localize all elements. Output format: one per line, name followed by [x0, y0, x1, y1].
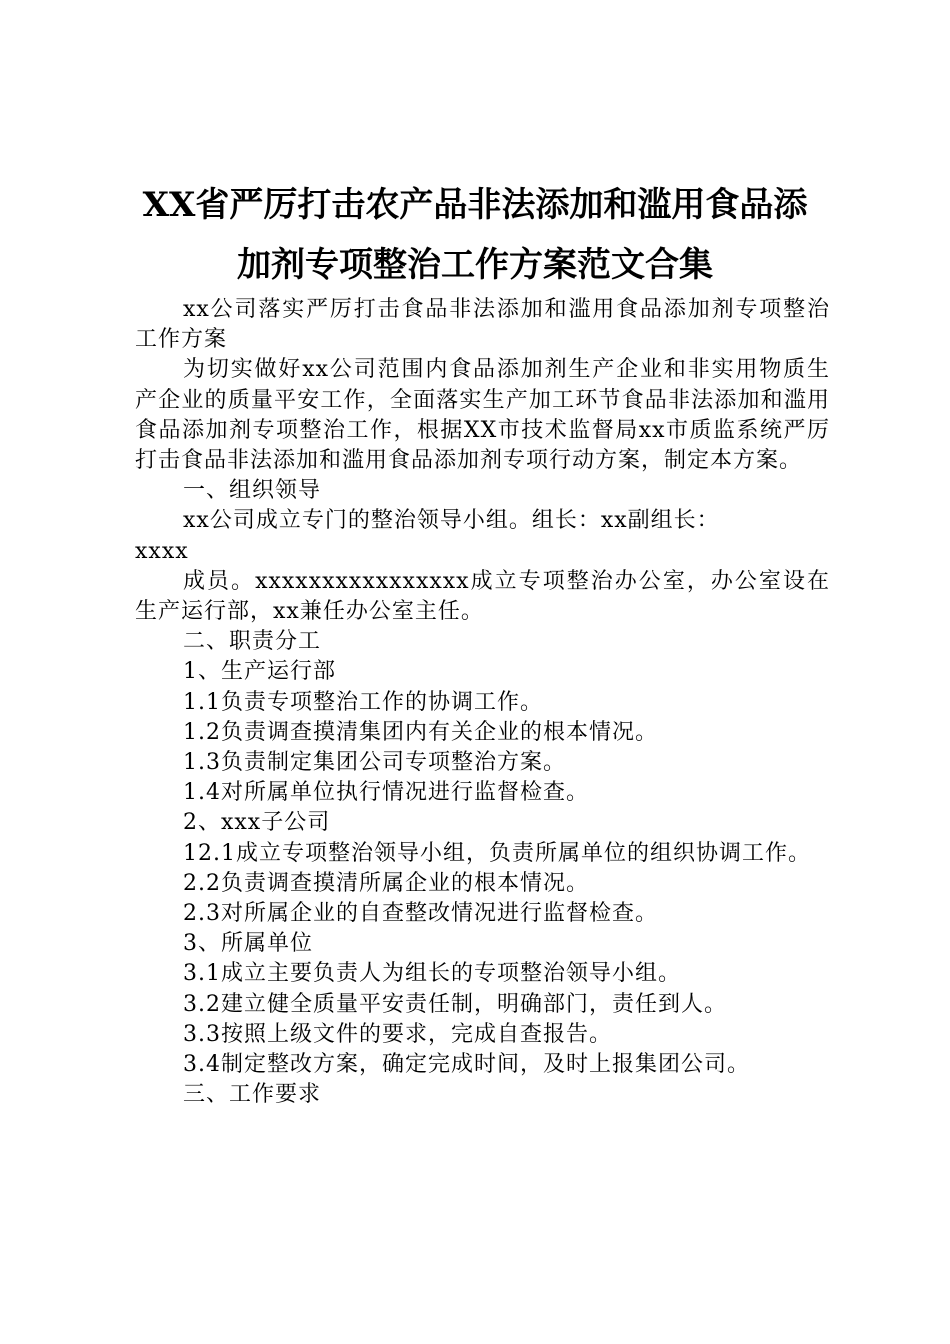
list-item: 3.3按照上级文件的要求，完成自查报告。 — [183, 1021, 612, 1047]
list-item: 1.4对所属单位执行情况进行监督检查。 — [183, 780, 589, 806]
subheading-subsidiary: 2、xxx子公司 — [183, 810, 331, 836]
list-item: 3.1成立主要负责人为组长的专项整治领导小组。 — [183, 961, 681, 987]
document-title-line-2: 加剂专项整治工作方案范文合集 — [237, 245, 713, 285]
list-item: 2.2负责调查摸清所属企业的根本情况。 — [183, 870, 589, 896]
subheading-units: 3、所属单位 — [183, 931, 313, 957]
document-body — [135, 295, 830, 1110]
paragraph-members: 成员。xxxxxxxxxxxxxxxx成立专项整治办公室，办公室设在生产运行部，xx兼任办公室主任。 — [135, 568, 830, 625]
paragraph-leader-cont: xxxx — [135, 538, 189, 564]
list-item: 3.2建立健全质量平安责任制，明确部门，责任到人。 — [183, 991, 727, 1017]
list-item: 1.2负责调查摸清集团内有关企业的根本情况。 — [183, 719, 658, 745]
intro-paragraph: 为切实做好xx公司范围内食品添加剂生产企业和非实用物质生产企业的质量平安工作，全面落实生产加工环节食品非法添加和滥用食品添加剂专项整治工作，根据XX市技术监督局xx市质监系统严厉打击食品非法添加和滥用食品添加剂专项行动方案，制定本方案。 — [135, 357, 830, 474]
list-item: 2.3对所属企业的自查整改情况进行监督检查。 — [183, 901, 658, 927]
heading-requirements: 三、工作要求 — [183, 1082, 322, 1108]
document-title-line-1: XX省严厉打击农产品非法添加和滥用食品添 — [142, 185, 808, 225]
list-item: 1.1负责专项整治工作的协调工作。 — [183, 689, 543, 715]
list-item: 1.3负责制定集团公司专项整治方案。 — [183, 750, 566, 776]
heading-organization: 一、组织领导 — [183, 478, 322, 504]
section-heading: xx公司落实严厉打击食品非法添加和滥用食品添加剂专项整治工作方案 — [135, 297, 830, 353]
heading-duties: 二、职责分工 — [183, 629, 322, 655]
list-item: 3.4制定整改方案，确定完成时间，及时上报集团公司。 — [183, 1052, 750, 1078]
list-item: 12.1成立专项整治领导小组，负责所属单位的组织协调工作。 — [183, 840, 811, 866]
paragraph-leader: xx公司成立专门的整治领导小组。组长：xx副组长： — [183, 508, 720, 534]
subheading-production-dept: 1、生产运行部 — [183, 659, 336, 685]
